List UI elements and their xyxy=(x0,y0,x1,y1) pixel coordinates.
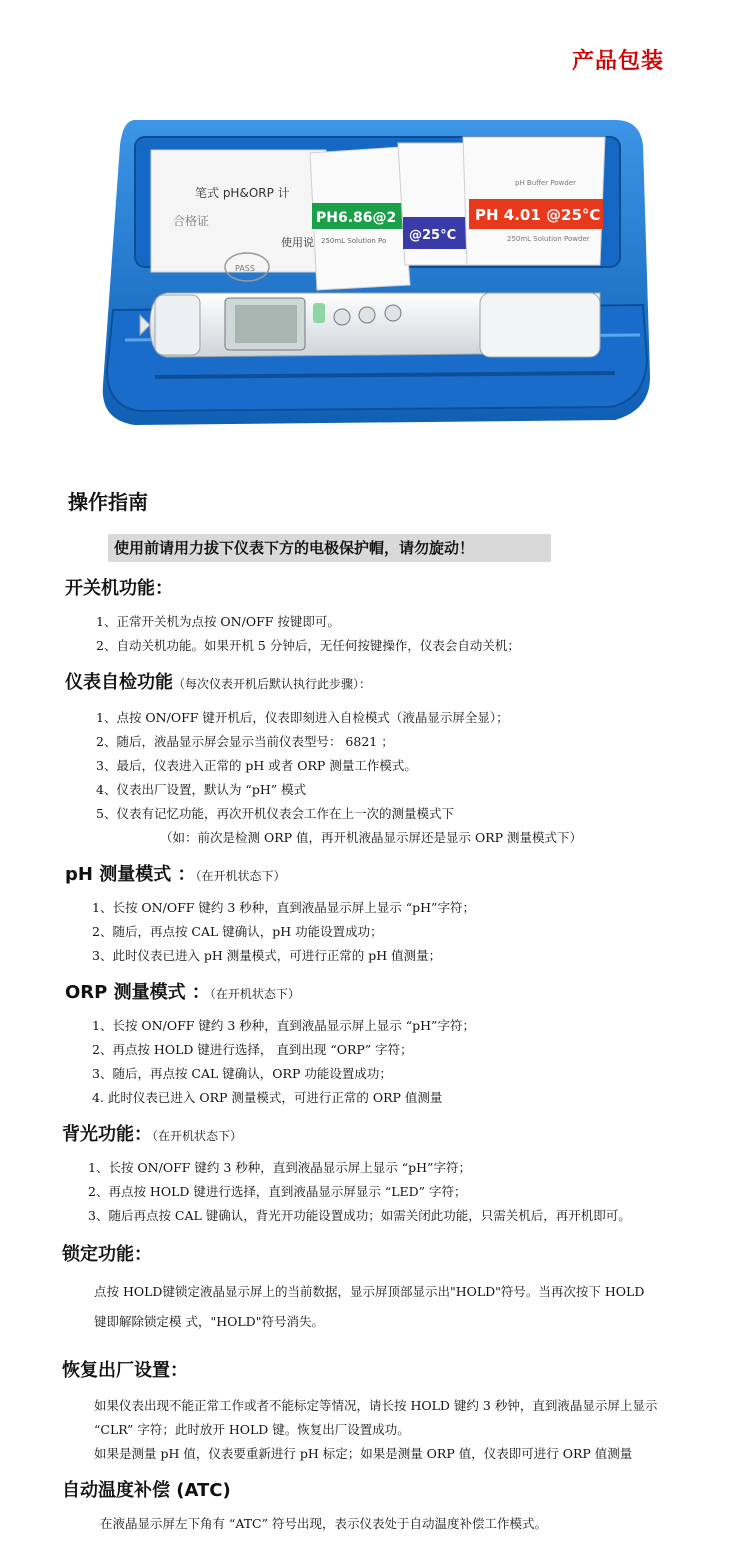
packet1-sub: 250mL Solution Po xyxy=(321,237,387,245)
instruction-manual xyxy=(151,150,326,281)
paragraph-line: 如果是测量 pH 值，仪表要重新进行 pH 标定；如果是测量 ORP 值，仪表即可进行 ORP 值测量 xyxy=(94,1446,633,1461)
packet3-label: PH 4.01 @25°C xyxy=(475,206,601,224)
paragraph-line: 在液晶显示屏左下角有 “ATC” 符号出现，表示仪表处于自动温度补偿工作模式。 xyxy=(100,1516,547,1531)
list-item: 3、随后再点按 CAL 键确认，背光开功能设置成功；如需关闭此功能，只需关机后，再开机即可。 xyxy=(88,1208,631,1223)
heading-note: （在开机状态下） xyxy=(209,987,300,1001)
ph-meter-pen xyxy=(140,293,600,357)
list-item: 3、最后，仪表进入正常的 pH 或者 ORP 测量工作模式。 xyxy=(96,758,417,773)
section-heading-atc: 自动温度补偿 (ATC) xyxy=(62,1480,231,1501)
pass-stamp: PASS xyxy=(235,264,255,273)
paragraph-line: 点按 HOLD键锁定液晶显示屏上的当前数据，显示屏顶部显示出"HOLD"符号。当再次按下 HOLD xyxy=(94,1284,645,1299)
list-item: 3、随后，再点按 CAL 键确认，ORP 功能设置成功； xyxy=(92,1066,392,1081)
buffer-packet-686 xyxy=(310,147,410,290)
main-heading: 操作指南 xyxy=(68,490,148,514)
list-item: 1、点按 ON/OFF 键开机后，仪表即刻进入自检模式（液晶显示屏全显）； xyxy=(96,710,509,725)
paragraph-line: 如果仪表出现不能正常工作或者不能标定等情况，请长按 HOLD 键约 3 秒钟，直到液晶显示屏上显示 xyxy=(94,1398,658,1413)
heading-text: ORP 测量模式 ： xyxy=(65,982,210,1003)
heading-note: （每次仪表开机后默认执行此步骤）： xyxy=(173,677,372,691)
cert-label: 合格证 xyxy=(173,214,210,228)
product-package-photo xyxy=(95,115,655,445)
list-item: 2、再点按 HOLD 键进行选择，直到液晶显示屏显示 “LED” 字符； xyxy=(88,1184,467,1199)
list-item: 2、自动关机功能。如果开机 5 分钟后，无任何按键操作，仪表会自动关机； xyxy=(96,638,520,653)
list-item: 1、长按 ON/OFF 键约 3 秒种，直到液晶显示屏上显示 “pH”字符； xyxy=(92,1018,475,1033)
packet3-top: pH Buffer Powder xyxy=(515,179,577,187)
packet1-label: PH6.86@2 xyxy=(316,210,397,226)
heading-note: （在开机状态下） xyxy=(152,1129,243,1143)
section-heading-hold: 锁定功能： xyxy=(62,1244,152,1265)
list-item: 2、随后，再点按 CAL 键确认，pH 功能设置成功； xyxy=(92,924,383,939)
notice-text: 使用前请用力拔下仪表下方的电极保护帽，请勿旋动！ xyxy=(114,539,475,557)
list-item: 2、随后，液晶显示屏会显示当前仪表型号： 6821 ； xyxy=(96,734,394,749)
buffer-packet-401 xyxy=(463,137,605,265)
heading-text: 仪表自检功能 xyxy=(65,672,173,693)
packet2-label: @25°C xyxy=(409,228,457,243)
page-title: 产品包装 xyxy=(572,49,665,74)
section-heading-backlight xyxy=(62,1120,242,1146)
section-heading-selftest xyxy=(65,668,371,694)
manual-title: 笔式 pH&ORP 计 xyxy=(195,186,290,200)
list-item: 3、此时仪表已进入 pH 测量模式，可进行正常的 pH 值测量； xyxy=(92,948,442,963)
list-item: 5、仪表有记忆功能，再次开机仪表会工作在上一次的测量模式下 xyxy=(96,806,454,821)
paragraph-line: 键即解除锁定模 式，"HOLD"符号消失。 xyxy=(94,1314,324,1329)
list-item: 1、长按 ON/OFF 键约 3 秒种，直到液晶显示屏上显示 “pH”字符； xyxy=(92,900,475,915)
list-item: 1、正常开关机为点按 ON/OFF 按键即可。 xyxy=(96,614,340,629)
section-heading-power: 开关机功能： xyxy=(65,578,173,599)
section-heading-orp xyxy=(65,978,300,1004)
list-item: 4、仪表出厂设置，默认为 “pH” 模式 xyxy=(96,782,307,797)
list-item: 4. 此时仪表已进入 ORP 测量模式，可进行正常的 ORP 值测量 xyxy=(92,1090,443,1105)
list-item: （如：前次是检测 ORP 值，再开机液晶显示屏还是显示 ORP 测量模式下） xyxy=(160,830,583,845)
packet3-sub: 250mL Solution Powder xyxy=(507,235,590,243)
list-item: 2、再点按 HOLD 键进行选择， 直到出现 “ORP” 字符； xyxy=(92,1042,413,1057)
section-heading-reset: 恢复出厂设置： xyxy=(62,1360,188,1381)
heading-note: （在开机状态下） xyxy=(195,869,286,883)
list-item: 1、长按 ON/OFF 键约 3 秒种，直到液晶显示屏上显示 “pH”字符； xyxy=(88,1160,471,1175)
manual-sub: 使用说 xyxy=(281,236,314,249)
paragraph-line: “CLR” 字符；此时放开 HOLD 键。恢复出厂设置成功。 xyxy=(94,1422,410,1437)
section-heading-ph xyxy=(65,860,286,886)
heading-text: pH 测量模式 ： xyxy=(65,864,196,885)
heading-text: 背光功能： xyxy=(62,1124,152,1145)
notice-bar xyxy=(108,534,551,562)
